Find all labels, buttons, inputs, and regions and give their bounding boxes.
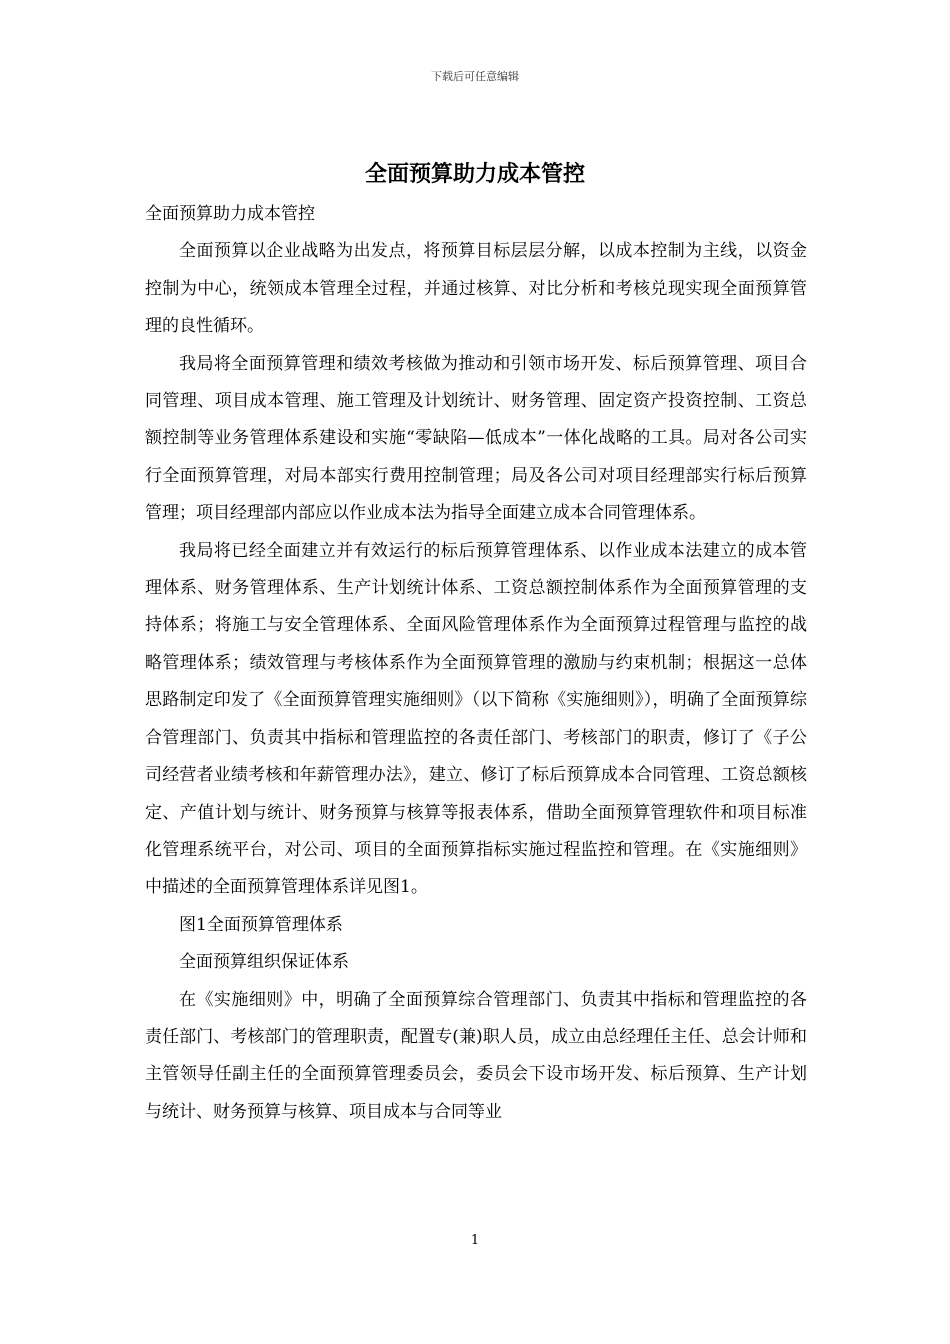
- paragraph: 我局将已经全面建立并有效运行的标后预算管理体系、以作业成本法建立的成本管理体系、财务管理体系、生产计划统计体系、工资总额控制体系作为全面预算管理的支持体系；将施工与安全管理体系、全面风险管理体系作为全面预算过程管理与监控的战略管理体系；绩效管理与考核体系作为全面预算管理的激励与约束机制；根据这一总体思路制定印发了《全面预算管理实施细则》（以下简称《实施细则》），明确了全面预算综合管理部门、负责其中指标和管理监控的各责任部门、考核部门的职责，修订了《子公司经营者业绩考核和年薪管理办法》，建立、修订了标后预算成本合同管理、工资总额核定、产值计划与统计、财务预算与核算等报表体系，借助全面预算管理软件和项目标准化管理系统平台，对公司、项目的全面预算指标实施过程监控和管理。在《实施细则》中描述的全面预算管理体系详见图1。: [145, 540, 807, 898]
- document-body: [145, 196, 807, 1131]
- document-title: 全面预算助力成本管控: [364, 162, 585, 187]
- section-heading: 全面预算组织保证体系: [179, 952, 349, 973]
- paragraph: 在《实施细则》中，明确了全面预算综合管理部门、负责其中指标和管理监控的各责任部门、考核部门的管理职责，配置专(兼)职人员，成立由总经理任主任、总会计师和主管领导任副主任的全面预算管理委员会，委员会下设市场开发、标后预算、生产计划与统计、财务预算与核算、项目成本与合同等业: [145, 989, 807, 1122]
- paragraph-subtitle: 全面预算助力成本管控: [145, 204, 315, 224]
- header-note: 下载后可任意编辑: [431, 70, 519, 83]
- figure-caption: 图1全面预算管理体系: [179, 914, 343, 935]
- page-number: 1: [470, 1233, 480, 1248]
- paragraph: 全面预算以企业战略为出发点，将预算目标层层分解，以成本控制为主线，以资金控制为中心，统领成本管理全过程，并通过核算、对比分析和考核兑现实现全面预算管理的良性循环。: [145, 241, 807, 337]
- paragraph: 我局将全面预算管理和绩效考核做为推动和引领市场开发、标后预算管理、项目合同管理、项目成本管理、施工管理及计划统计、财务管理、固定资产投资控制、工资总额控制等业务管理体系建设和实施“零缺陷—低成本”一体化战略的工具。局对各公司实行全面预算管理，对局本部实行费用控制管理；局及各公司对项目经理部实行标后预算管理；项目经理部内部应以作业成本法为指导全面建立成本合同管理体系。: [145, 353, 807, 524]
